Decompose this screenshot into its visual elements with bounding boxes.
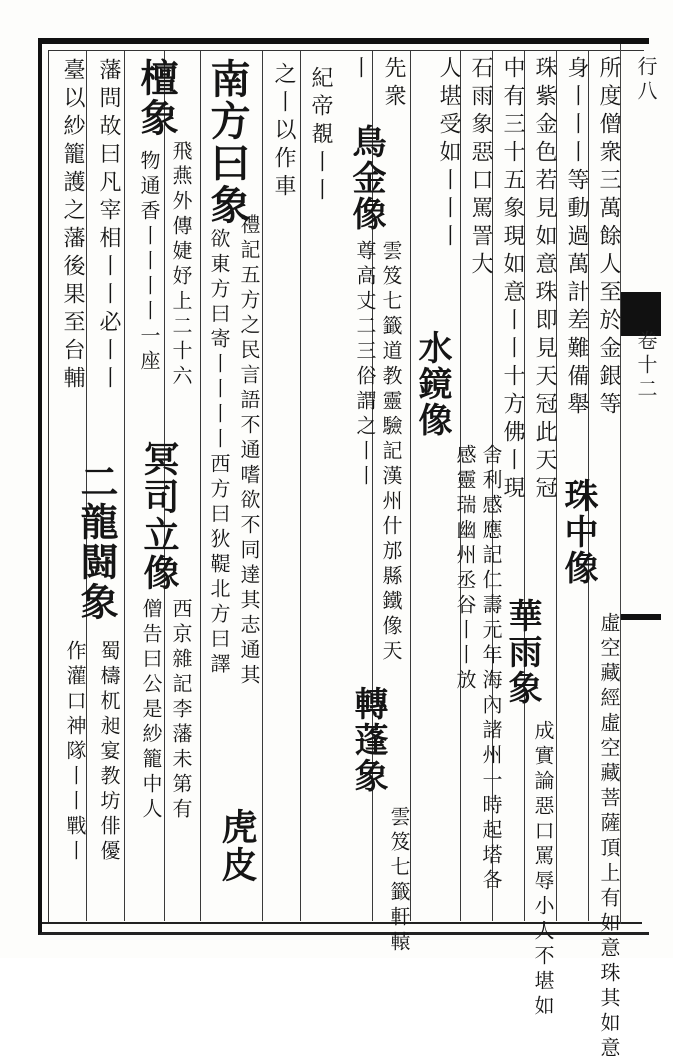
text-column: 臺以紗籠護之藩後果至台輔 (60, 58, 85, 394)
text-column: 身丨丨丨等動過萬計差難備舉 (564, 56, 589, 420)
text-column: 欲東方曰寄丨丨丨丨西方曰狄鞮北方曰譯 (207, 228, 231, 678)
column-rule (262, 51, 263, 921)
text-column: 僧告曰公是紗籠中人 (139, 598, 163, 823)
annotation: 舍利感應記仁壽元年海內諸州一時起塔各感靈瑞幽州丞谷丨丨放 (453, 444, 503, 894)
entry-heading: 轉蓬象 (348, 686, 388, 794)
text-column: 作灌口神隊丨丨戰丨 (63, 640, 87, 865)
entry-heading: 二龍闘象 (74, 462, 119, 622)
text-column: 飛燕外傳婕妤上二十六 (169, 140, 193, 390)
annotation: 成實論惡口罵辱小人不堪如 (531, 720, 555, 1020)
text-column: 人堪受如丨丨丨 (436, 56, 461, 252)
entry-heading: 南方曰象 (204, 58, 251, 226)
entry-heading: 檀象 (134, 58, 179, 138)
text-column: 藩問故曰凡宰相丨丨必丨丨 (96, 58, 121, 394)
text-column: 物通香丨丨丨丨一座 (137, 150, 161, 375)
text-column: 石雨象惡口罵詈大 (468, 56, 493, 280)
fish-tail-mark (621, 614, 661, 620)
text-column: 先衆 (381, 56, 406, 112)
entry-heading: 虎皮 (216, 808, 258, 884)
text-column: 蜀檮杌昶宴教坊俳優 (97, 640, 121, 865)
entry-heading: 水鏡像 (412, 330, 452, 438)
text-column: 珠紫金色若見如意珠即見天冠此天冠 (532, 56, 557, 504)
annotation: 虛空藏經虛空藏菩薩頂上有如意珠其如意 (597, 612, 621, 1062)
annotation: 雲笈七籤軒轅 (387, 806, 411, 956)
banxin-top-text: 行八 (634, 56, 658, 104)
text-column: 中有三十五象現如意丨丨十方佛丨現 (500, 56, 525, 504)
column-rule (124, 51, 125, 921)
entry-heading: 鳥金像 (346, 124, 386, 232)
text-column: 紀帝覩丨丨 (308, 66, 333, 206)
entry-heading: 珠中像 (558, 478, 598, 586)
text-column: 禮記五方之民言語不通嗜欲不同達其志通其 (237, 214, 261, 689)
text-column: 所度僧衆三萬餘人至於金銀等 (596, 56, 621, 420)
column-rule (410, 51, 411, 921)
column-rule (300, 51, 301, 921)
column-rule (200, 51, 201, 921)
entry-heading: 華雨象 (502, 598, 542, 706)
banxin-middle-text: 卷十二 (634, 330, 658, 402)
text-column: 西京雜記李藩未第有 (169, 598, 193, 823)
text-column: 丨 (347, 56, 372, 84)
entry-heading: 冥司立像 (138, 440, 180, 592)
text-column: 之丨以作車 (271, 62, 296, 202)
annotation: 雲笈七籤道教靈驗記漢州什邡縣鐵像天尊高丈二三俗謂之丨丨 (353, 240, 403, 665)
